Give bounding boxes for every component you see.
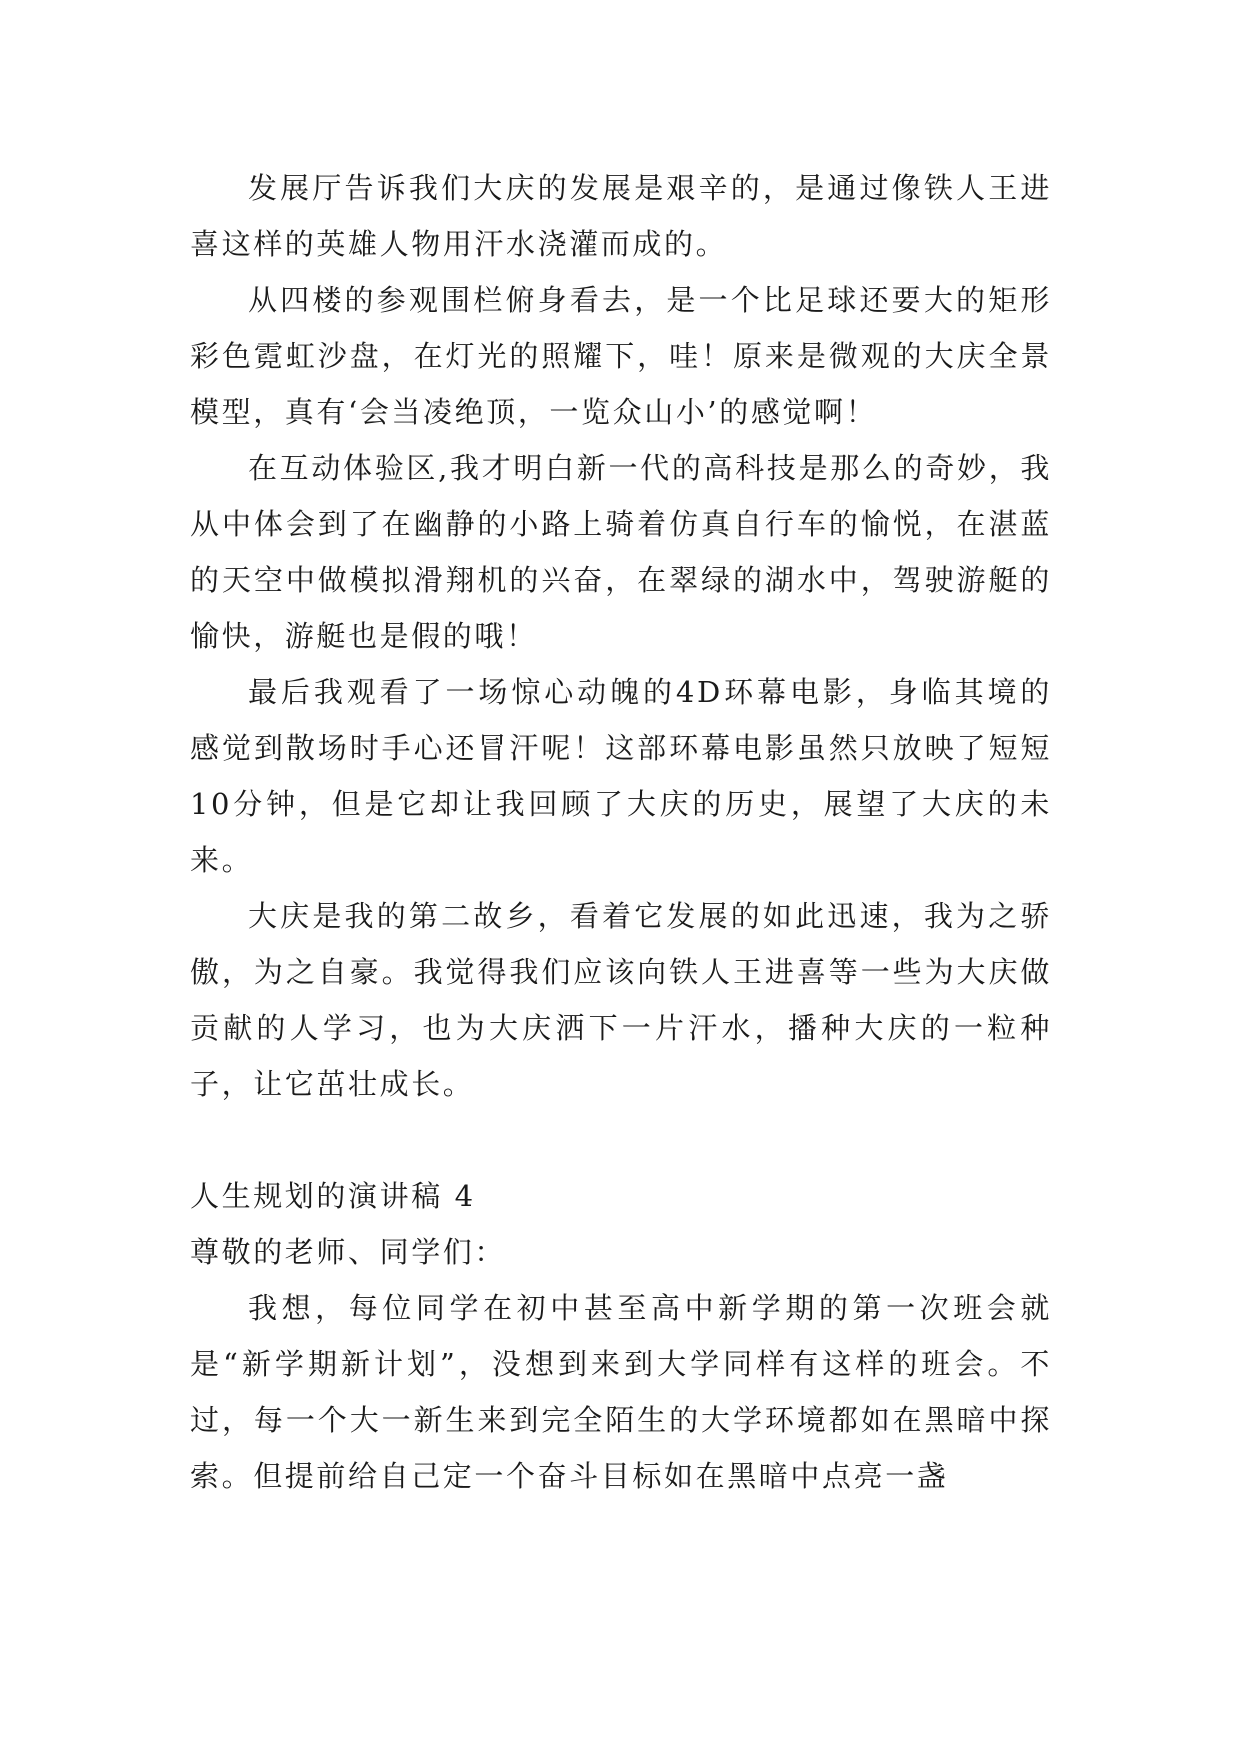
paragraph-sand-table: 从四楼的参观围栏俯身看去，是一个比足球还要大的矩形彩色霓虹沙盘，在灯光的照耀下，哇！原来是微观的大庆全景模型，真有‘会当凌绝顶，一览众山小’的感觉啊！ bbox=[190, 283, 1052, 429]
document-body bbox=[190, 160, 1052, 1504]
paragraph-hometown: 大庆是我的第二故乡，看着它发展的如此迅速，我为之骄傲，为之自豪。我觉得我们应该向铁人王进喜等一些为大庆做贡献的人学习，也为大庆洒下一片汗水，播种大庆的一粒种子，让它茁壮成长。 bbox=[190, 899, 1052, 1101]
section-gap bbox=[190, 1112, 1052, 1168]
salutation: 尊敬的老师、同学们： bbox=[190, 1235, 507, 1269]
paragraph-new-semester: 我想，每位同学在初中甚至高中新学期的第一次班会就是“新学期新计划”，没想到来到大学同样有这样的班会。不过，每一个大一新生来到完全陌生的大学环境都如在黑暗中探索。但提前给自己定一个奋斗目标如在黑暗中点亮一盏 bbox=[190, 1291, 1052, 1493]
paragraph-interactive-zone: 在互动体验区,我才明白新一代的高科技是那么的奇妙，我从中体会到了在幽静的小路上骑着仿真自行车的愉悦，在湛蓝的天空中做模拟滑翔机的兴奋，在翠绿的湖水中，驾驶游艇的愉快，游艇也是假的哦！ bbox=[190, 451, 1052, 653]
paragraph-development-hall: 发展厅告诉我们大庆的发展是艰辛的，是通过像铁人王进喜这样的英雄人物用汗水浇灌而成的。 bbox=[190, 171, 1052, 261]
section-title: 人生规划的演讲稿 4 bbox=[190, 1179, 476, 1213]
paragraph-4d-movie: 最后我观看了一场惊心动魄的4D环幕电影，身临其境的感觉到散场时手心还冒汗呢！这部环幕电影虽然只放映了短短10分钟，但是它却让我回顾了大庆的历史，展望了大庆的未来。 bbox=[190, 675, 1052, 877]
